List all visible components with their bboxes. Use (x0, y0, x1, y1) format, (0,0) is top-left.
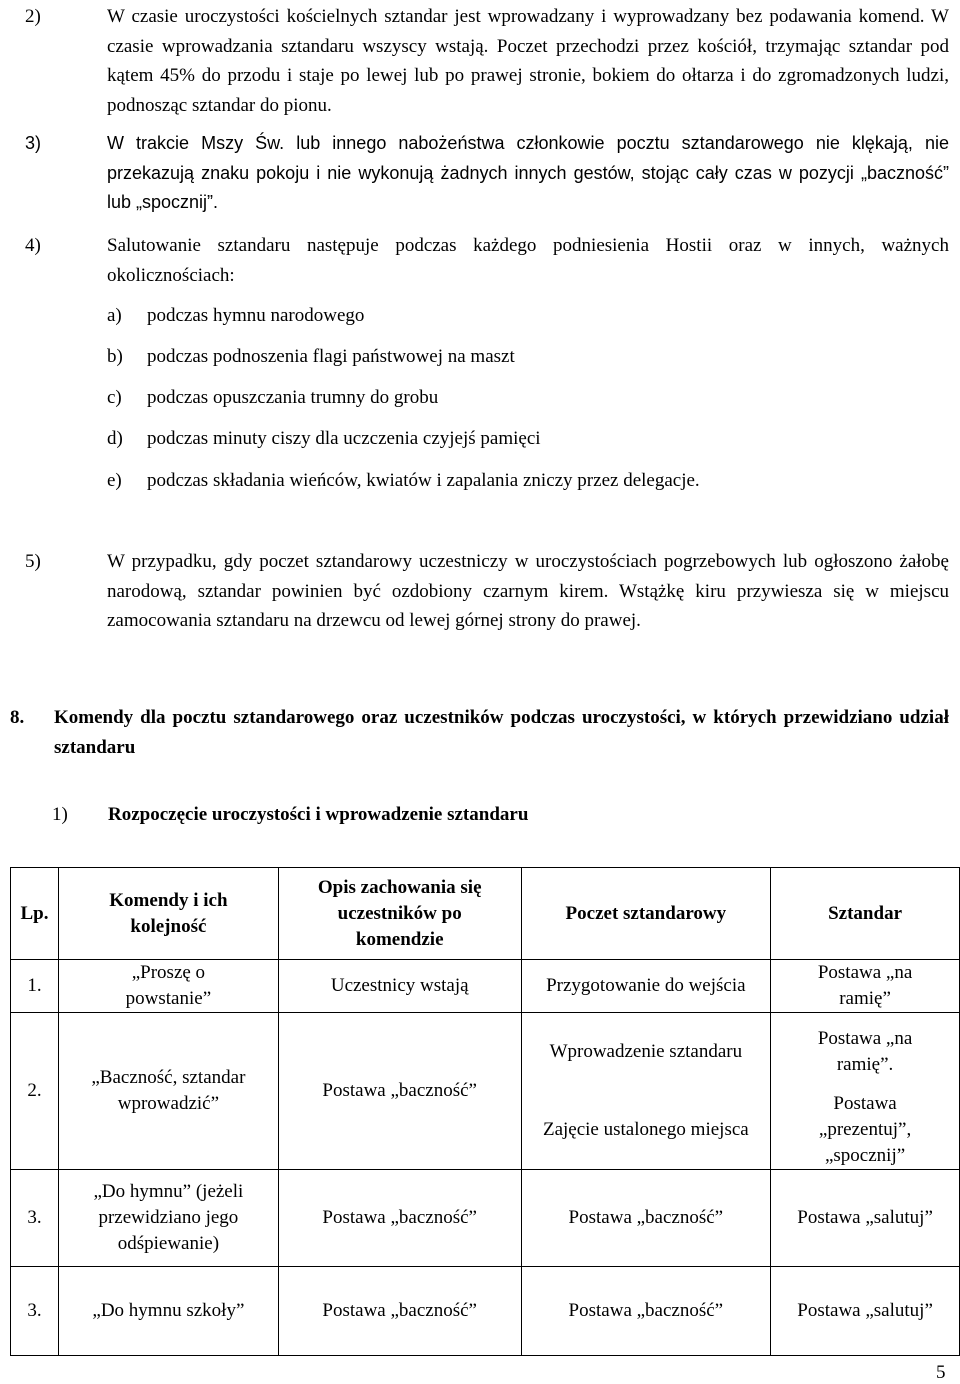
header-color-party: Poczet sztandarowy (521, 868, 771, 960)
cell-command: „Do hymnu” (jeżeli przewidziano jego odśpiewanie) (58, 1169, 278, 1266)
list-item-2 (25, 2, 949, 120)
subsection-heading (52, 803, 528, 827)
cell-banner: Postawa „prezentuj”, „spocznij” (771, 1091, 960, 1170)
list-item-3 (25, 129, 949, 218)
cell-lp: 3. (11, 1169, 59, 1266)
list-item-text: W trakcie Mszy Św. lub innego nabożeństwa członkowie pocztu sztandarowego nie klękają, nie przekazują znaku pokoju i nie wykonują żadnych innych gestów, stojąc cały czas w pozycji „baczność” lub „spocznij”. (107, 133, 949, 212)
cell-banner: Postawa „salutuj” (771, 1169, 960, 1266)
table-row (11, 1013, 960, 1091)
cell-lp: 1. (11, 960, 59, 1013)
cell-command: „Baczność, sztandar wprowadzić” (58, 1013, 278, 1170)
header-description: Opis zachowania się uczestników po komendzie (278, 868, 521, 960)
list-item-number: 4) (25, 235, 41, 256)
list-item-text: W przypadku, gdy poczet sztandarowy uczestniczy w uroczystościach pogrzebowych lub ogłoszono żałobę narodową, sztandar powinien być ozdobiony czarnym kirem. Wstążkę kiru przywiesza się w miejscu zamocowania sztandaru na drzewcu od lewej górnej strony do prawej. (107, 551, 949, 631)
header-banner: Sztandar (771, 868, 960, 960)
list-item-5 (25, 547, 949, 636)
cell-lp: 3. (11, 1266, 59, 1355)
list-item-text: Salutowanie sztandaru następuje podczas każdego podniesienia Hostii oraz w innych, ważnych okolicznościach: (107, 235, 949, 286)
header-lp: Lp. (11, 868, 59, 960)
sub-item-letter: d) (107, 428, 123, 449)
header-commands: Komendy i ich kolejność (58, 868, 278, 960)
sub-item-text: podczas podnoszenia flagi państwowej na maszt (147, 346, 515, 367)
sub-item-d (107, 428, 541, 450)
page-number: 5 (936, 1362, 946, 1383)
commands-table (10, 867, 960, 1356)
sub-item-c (107, 387, 438, 409)
subsection-number: 1) (52, 804, 68, 825)
subsection-title: Rozpoczęcie uroczystości i wprowadzenie sztandaru (108, 804, 529, 825)
section-heading (10, 703, 949, 763)
list-item-number: 3) (25, 133, 42, 153)
list-item-4 (25, 231, 949, 290)
section-title: Komendy dla pocztu sztandarowego oraz uczestników podczas uroczystości, w których przewidziano udział sztandaru (54, 707, 949, 758)
section-number: 8. (10, 707, 25, 728)
cell-color-party: Przygotowanie do wejścia (521, 960, 771, 1013)
cell-color-party: Zajęcie ustalonego miejsca (521, 1091, 771, 1170)
sub-item-text: podczas minuty ciszy dla uczczenia czyjejś pamięci (147, 428, 541, 449)
sub-item-text: podczas składania wieńców, kwiatów i zapalania zniczy przez delegacje. (147, 470, 700, 491)
cell-banner: Postawa „na ramię”. (771, 1013, 960, 1091)
cell-description: Uczestnicy wstają (278, 960, 521, 1013)
list-item-text: W czasie uroczystości kościelnych sztandar jest wprowadzany i wyprowadzany bez podawania komend. W czasie wprowadzania sztandaru wszyscy wstają. Poczet przechodzi przez kościół, trzymając sztandar pod kątem 45% do przodu i staje po lewej lub po prawej stronie, bokiem do ołtarza i do zgromadzonych ludzi, podnosząc sztandar do pionu. (107, 6, 949, 116)
cell-command: „Do hymnu szkoły” (58, 1266, 278, 1355)
cell-color-party: Wprowadzenie sztandaru (521, 1013, 771, 1091)
sub-item-letter: c) (107, 387, 122, 408)
sub-item-text: podczas opuszczania trumny do grobu (147, 387, 439, 408)
table-row (11, 960, 960, 1013)
cell-command: „Proszę o powstanie” (58, 960, 278, 1013)
table-row (11, 1169, 960, 1266)
cell-color-party: Postawa „baczność” (521, 1169, 771, 1266)
cell-description: Postawa „baczność” (278, 1169, 521, 1266)
cell-description: Postawa „baczność” (278, 1013, 521, 1170)
sub-item-b (107, 346, 515, 368)
sub-item-e (107, 470, 700, 492)
cell-color-party: Postawa „baczność” (521, 1266, 771, 1355)
list-item-number: 5) (25, 551, 41, 572)
table-row (11, 1266, 960, 1355)
list-item-number: 2) (25, 6, 41, 27)
sub-item-text: podczas hymnu narodowego (147, 305, 365, 326)
sub-item-a (107, 305, 364, 327)
cell-banner: Postawa „na ramię” (771, 960, 960, 1013)
sub-item-letter: e) (107, 470, 122, 491)
cell-banner: Postawa „salutuj” (771, 1266, 960, 1355)
table-header-row (11, 868, 960, 960)
sub-item-letter: b) (107, 346, 123, 367)
cell-lp: 2. (11, 1013, 59, 1170)
cell-description: Postawa „baczność” (278, 1266, 521, 1355)
sub-item-letter: a) (107, 305, 122, 326)
